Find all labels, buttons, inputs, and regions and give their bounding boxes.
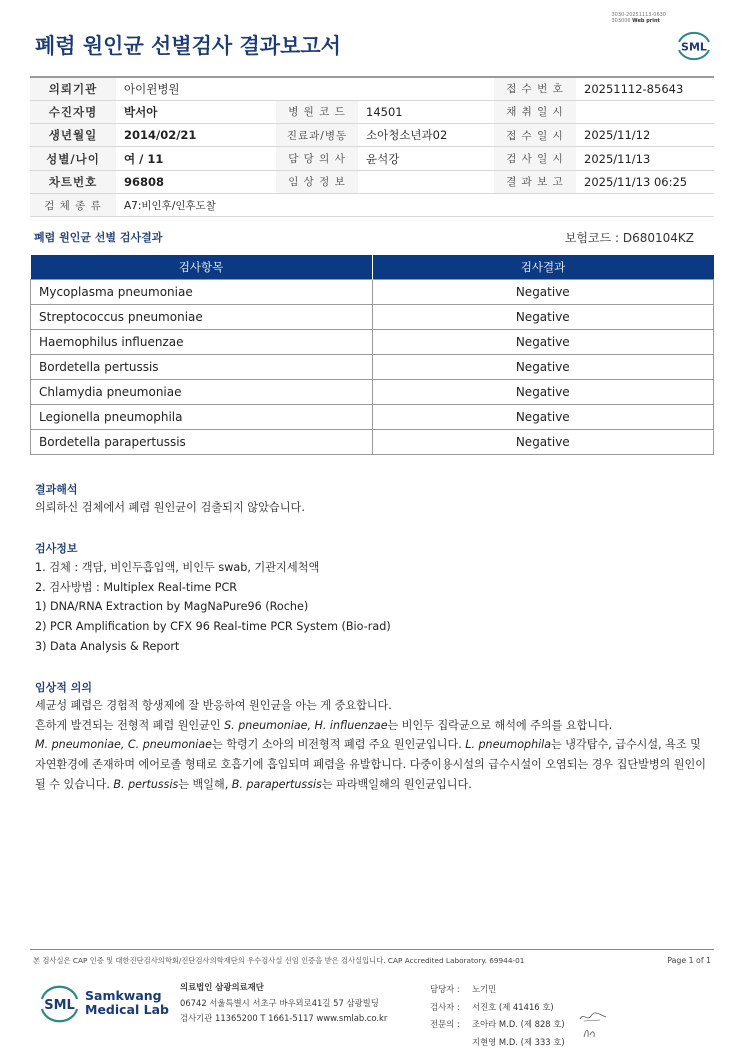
- clinical-line: [35, 755, 735, 775]
- info-value: 20251112-85643: [576, 77, 714, 100]
- test-info-line: 1. 검체 : 객담, 비인두흡입액, 비인두 swab, 기관지세척액: [35, 561, 320, 574]
- organism-name: M. pneumoniae, C. pneumoniae: [35, 738, 212, 752]
- organism-name: S. pneumoniae, H. influenzae: [224, 718, 388, 732]
- staff-name: 지현영 M.D. (제 333 호): [472, 1036, 565, 1047]
- info-label: 접 수 일 시: [494, 124, 576, 147]
- staff-row: [430, 1035, 565, 1051]
- doc-code-line1: 3030-20251113-0630: [611, 12, 666, 18]
- info-row: [30, 77, 714, 100]
- sml-logo-icon: [674, 26, 714, 64]
- clinical-text-span: 세균성 폐렴은 경험적 항생제에 잘 반응하여 원인균을 아는 게 중요합니다.: [35, 699, 392, 712]
- test-result-value: Negative: [372, 304, 713, 329]
- info-label: 임 상 정 보: [276, 170, 358, 193]
- info-value: 박서아: [116, 100, 276, 123]
- col-header-item: 검사항목: [31, 255, 373, 279]
- info-label: 진료과/병동: [276, 124, 358, 147]
- staff-row: [430, 1017, 565, 1033]
- clinical-text-span: 는 냉각탑수, 급수시설, 욕조 및: [551, 738, 701, 752]
- info-value: 소아청소년과02: [358, 124, 494, 147]
- logo-bottom-text: SML: [44, 998, 75, 1013]
- test-info-heading: 검사정보: [35, 542, 78, 555]
- doc-code-line2: 303006: [611, 18, 631, 24]
- info-row: [30, 100, 714, 123]
- result-row: [31, 379, 714, 404]
- clinical-text: [35, 696, 735, 795]
- info-label: 생년월일: [30, 124, 116, 147]
- staff-role: 검사자 :: [430, 1001, 460, 1012]
- clinical-line: [35, 775, 735, 795]
- clinical-text-span: 는 학령기 소아의 비전형적 폐렴 주요 원인균입니다.: [212, 738, 466, 752]
- info-value: 96808: [116, 170, 276, 193]
- info-label: 성별/나이: [30, 147, 116, 170]
- staff-list: [428, 980, 567, 1052]
- staff-name: 서진호 (제 41416 호): [472, 1001, 554, 1012]
- info-label: 검 사 일 시: [494, 147, 576, 170]
- info-value: 아이윈병원: [116, 77, 276, 100]
- test-info-line: 2. 검사방법 : Multiplex Real-time PCR: [35, 580, 238, 594]
- results-heading: 폐렴 원인균 선별 검사결과: [34, 231, 163, 244]
- test-info-line: 2) PCR Amplification by CFX 96 Real-time PCR System (Bio-rad): [35, 620, 391, 634]
- info-row: [30, 170, 714, 193]
- organization-info: [180, 980, 387, 1027]
- info-label: 차트번호: [30, 170, 116, 193]
- test-item-name: Bordetella parapertussis: [31, 430, 373, 455]
- info-value: 2025/11/13: [576, 147, 714, 170]
- accreditation-note: 본 검사실은 CAP 인증 및 대한진단검사의학회/진단검사의학재단의 우수검사실 신임 인증을 받은 검사실입니다. CAP Accredited Laboratory. 69944-01: [33, 956, 525, 965]
- organism-name: L. pneumophila: [465, 738, 552, 752]
- test-info-lines: [35, 558, 725, 657]
- test-item-name: Bordetella pertussis: [31, 354, 373, 379]
- info-row: [30, 147, 714, 170]
- staff-role: [430, 1035, 470, 1051]
- info-value: [576, 100, 714, 123]
- organism-name: B. pertussis: [113, 777, 179, 791]
- col-header-result: 검사결과: [372, 255, 713, 279]
- test-item-name: Streptococcus pneumoniae: [31, 304, 373, 329]
- test-info-line: 3) Data Analysis & Report: [35, 639, 180, 653]
- insurance-code: 보험코드 : D680104KZ: [564, 231, 694, 245]
- page-title: 폐렴 원인균 선별검사 결과보고서: [35, 34, 341, 58]
- test-result-value: Negative: [372, 404, 713, 429]
- specimen-label: 검 체 종 류: [30, 193, 116, 216]
- info-value: 2014/02/21: [116, 124, 276, 147]
- web-print-tag: Web print: [632, 18, 660, 24]
- staff-row: [430, 1000, 565, 1016]
- staff-row: [430, 982, 565, 998]
- clinical-line: [35, 735, 735, 755]
- result-row: [31, 304, 714, 329]
- document-code: [611, 12, 666, 24]
- signature-icon: [580, 1025, 610, 1039]
- test-result-value: Negative: [372, 279, 713, 304]
- brand-name: [85, 989, 169, 1017]
- staff-role: 전문의 :: [430, 1019, 460, 1029]
- signature-icon: [578, 1010, 608, 1024]
- footer-divider: [30, 949, 714, 950]
- info-value: [358, 77, 494, 100]
- info-row: [30, 124, 714, 147]
- page-number: Page 1 of 1: [667, 956, 711, 965]
- specimen-row: [30, 193, 714, 216]
- staff-name: 노기민: [472, 984, 497, 994]
- info-label: 접 수 번 호: [494, 77, 576, 100]
- result-row: [31, 329, 714, 354]
- clinical-text-span: 흔하게 발견되는 전형적 폐렴 원인균인: [35, 718, 225, 732]
- org-address: 06742 서울특별시 서초구 바우뫼로41길 57 삼광빌딩: [180, 997, 379, 1008]
- logo-top-text: SML: [681, 40, 707, 54]
- staff-name: 조아라 M.D. (제 828 호): [472, 1019, 565, 1029]
- test-result-value: Negative: [372, 354, 713, 379]
- interpretation-text: 의뢰하신 검체에서 폐렴 원인균이 검출되지 않았습니다.: [35, 501, 305, 514]
- brand-line: Medical Lab: [85, 1002, 169, 1017]
- test-result-value: Negative: [372, 379, 713, 404]
- brand-line: Samkwang: [85, 988, 162, 1003]
- test-item-name: Legionella pneumophila: [31, 404, 373, 429]
- clinical-line: [35, 716, 735, 736]
- result-row: [31, 404, 714, 429]
- info-value: [358, 170, 494, 193]
- info-value: 2025/11/13 06:25: [576, 170, 714, 193]
- info-label: 수진자명: [30, 100, 116, 123]
- info-value: 2025/11/12: [576, 124, 714, 147]
- clinical-text-span: 자연환경에 존재하며 에어로졸 형태로 호흡기에 흡입되며 폐렴을 유발합니다. 다중이용시설의 급수시설이 오염되는 경우 집단발병의 원인이: [35, 758, 706, 772]
- test-item-name: Chlamydia pneumoniae: [31, 379, 373, 404]
- info-label: 의뢰기관: [30, 77, 116, 100]
- info-value: 여 / 11: [116, 147, 276, 170]
- clinical-text-span: 될 수 있습니다.: [35, 777, 114, 791]
- results-table: [30, 255, 714, 455]
- info-label: 담 당 의 사: [276, 147, 358, 170]
- result-row: [31, 354, 714, 379]
- sml-logo-icon: [37, 980, 82, 1028]
- info-value: 윤석강: [358, 147, 494, 170]
- result-row: [31, 279, 714, 304]
- organism-name: B. parapertussis: [231, 777, 322, 791]
- interpretation-heading: 결과해석: [35, 483, 78, 496]
- clinical-heading: 임상적 의의: [35, 681, 92, 694]
- clinical-text-span: 는 파라백일해의 원인균입니다.: [321, 777, 472, 791]
- info-value: 14501: [358, 100, 494, 123]
- org-name: 의료법인 삼광의료재단: [180, 982, 264, 992]
- clinical-line: [35, 696, 735, 716]
- info-label: 채 취 일 시: [494, 100, 576, 123]
- test-result-value: Negative: [372, 329, 713, 354]
- info-label: [276, 77, 358, 100]
- test-result-value: Negative: [372, 430, 713, 455]
- test-item-name: Mycoplasma pneumoniae: [31, 279, 373, 304]
- result-row: [31, 430, 714, 455]
- info-label: 병 원 코 드: [276, 100, 358, 123]
- clinical-text-span: 는 백일해,: [178, 777, 232, 791]
- info-label: 결 과 보 고: [494, 170, 576, 193]
- test-item-name: Haemophilus influenzae: [31, 329, 373, 354]
- staff-role: 담당자 :: [430, 984, 460, 994]
- test-info-line: 1) DNA/RNA Extraction by MagNaPure96 (Roche): [35, 600, 309, 614]
- patient-info-table: [30, 76, 714, 217]
- specimen-value: A7:비인후/인후도찰: [116, 193, 714, 216]
- org-contact: 검사기관 11365200 T 1661-5117 www.smlab.co.kr: [180, 1013, 388, 1023]
- clinical-text-span: 는 비인두 집락균으로 해석에 주의를 요합니다.: [387, 718, 613, 732]
